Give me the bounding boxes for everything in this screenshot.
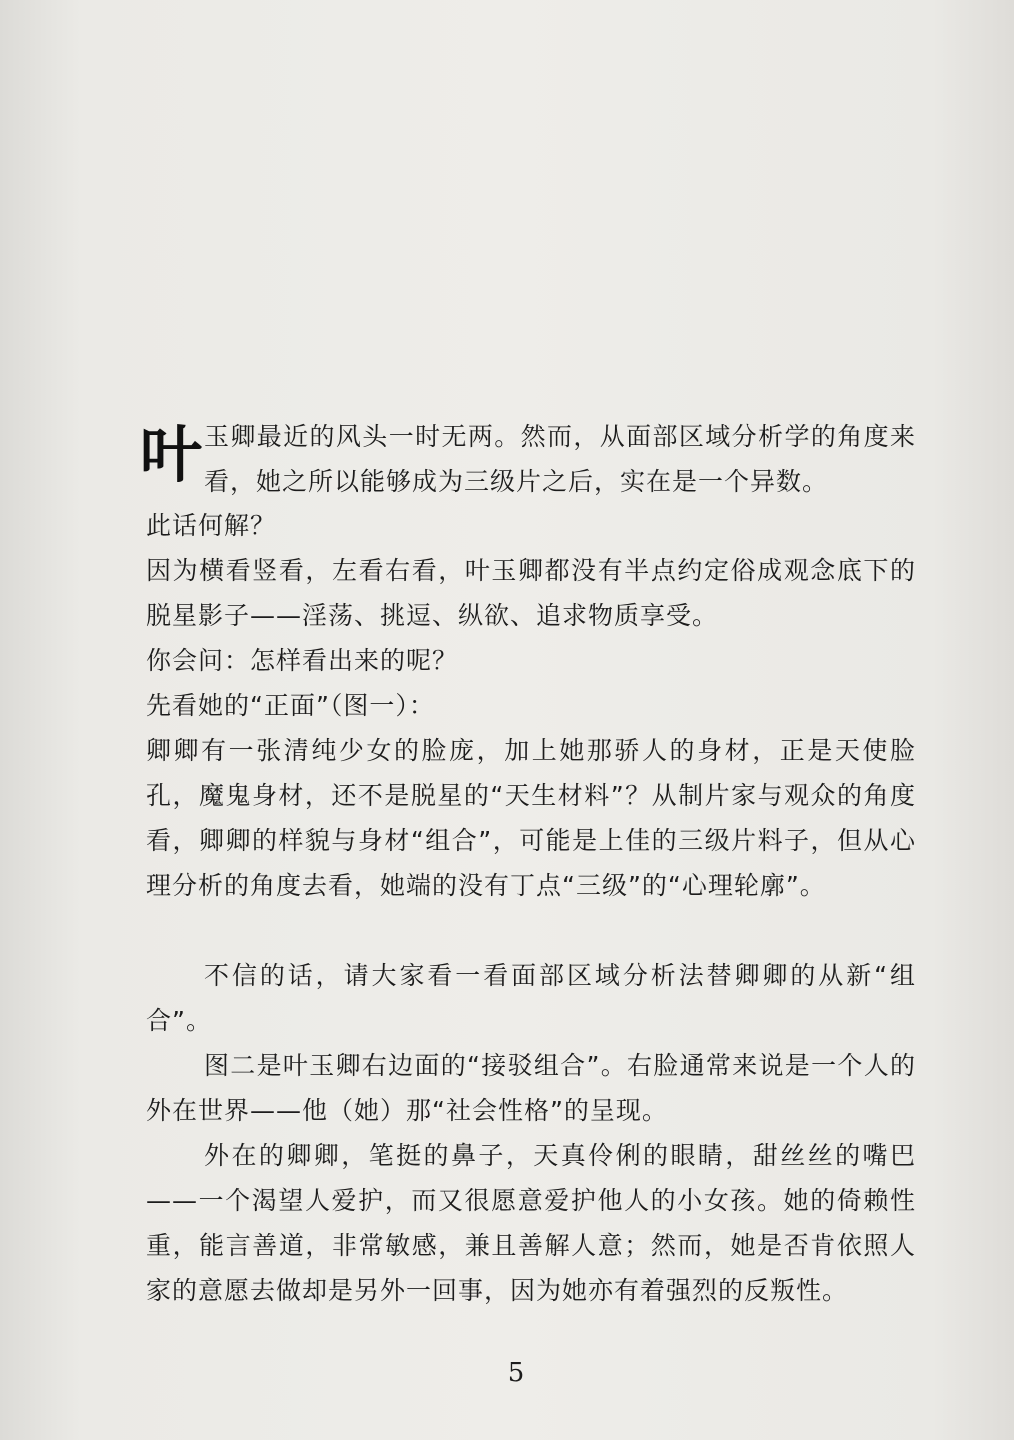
lead-paragraph: 玉卿最近的风头一时无两。然而，从面部区域分析学的角度来看，她之所以能够成为三级片之后，实在是一个异数。 [204, 422, 916, 496]
page-number: 5 [507, 1358, 525, 1388]
paragraph: 不信的话，请大家看一看面部区域分析法替卿卿的从新“组合”。 [146, 961, 916, 1035]
paragraph: 卿卿有一张清纯少女的脸庞，加上她那骄人的身材，正是天使脸孔，魔鬼身材，还不是脱星的“天生材料”？从制片家与观众的角度看，卿卿的样貌与身材“组合”，可能是上佳的三级片料子，但从心理分析的角度去看，她端的没有丁点“三级”的“心理轮廓”。 [146, 736, 916, 900]
paragraph: 此话何解？ [146, 511, 277, 540]
paragraph: 外在的卿卿，笔挺的鼻子，天真伶俐的眼睛，甜丝丝的嘴巴——一个渴望人爱护，而又很愿意爱护他人的小女孩。她的倚赖性重，能言善道，非常敏感，兼且善解人意；然而，她是否肯依照人家的意愿去做却是另外一回事，因为她亦有着强烈的反叛性。 [146, 1141, 916, 1305]
paragraph: 因为横看竖看，左看右看，叶玉卿都没有半点约定俗成观念底下的脱星影子——淫荡、挑逗、纵欲、追求物质享受。 [146, 556, 916, 630]
drop-cap: 叶 [140, 418, 203, 491]
paragraph: 先看她的“正面”（图一）： [146, 691, 435, 720]
paragraph: 你会问：怎样看出来的呢？ [146, 646, 459, 675]
paragraph: 图二是叶玉卿右边面的“接驳组合”。右脸通常来说是一个人的外在世界——他（她）那“社会性格”的呈现。 [146, 1051, 916, 1125]
